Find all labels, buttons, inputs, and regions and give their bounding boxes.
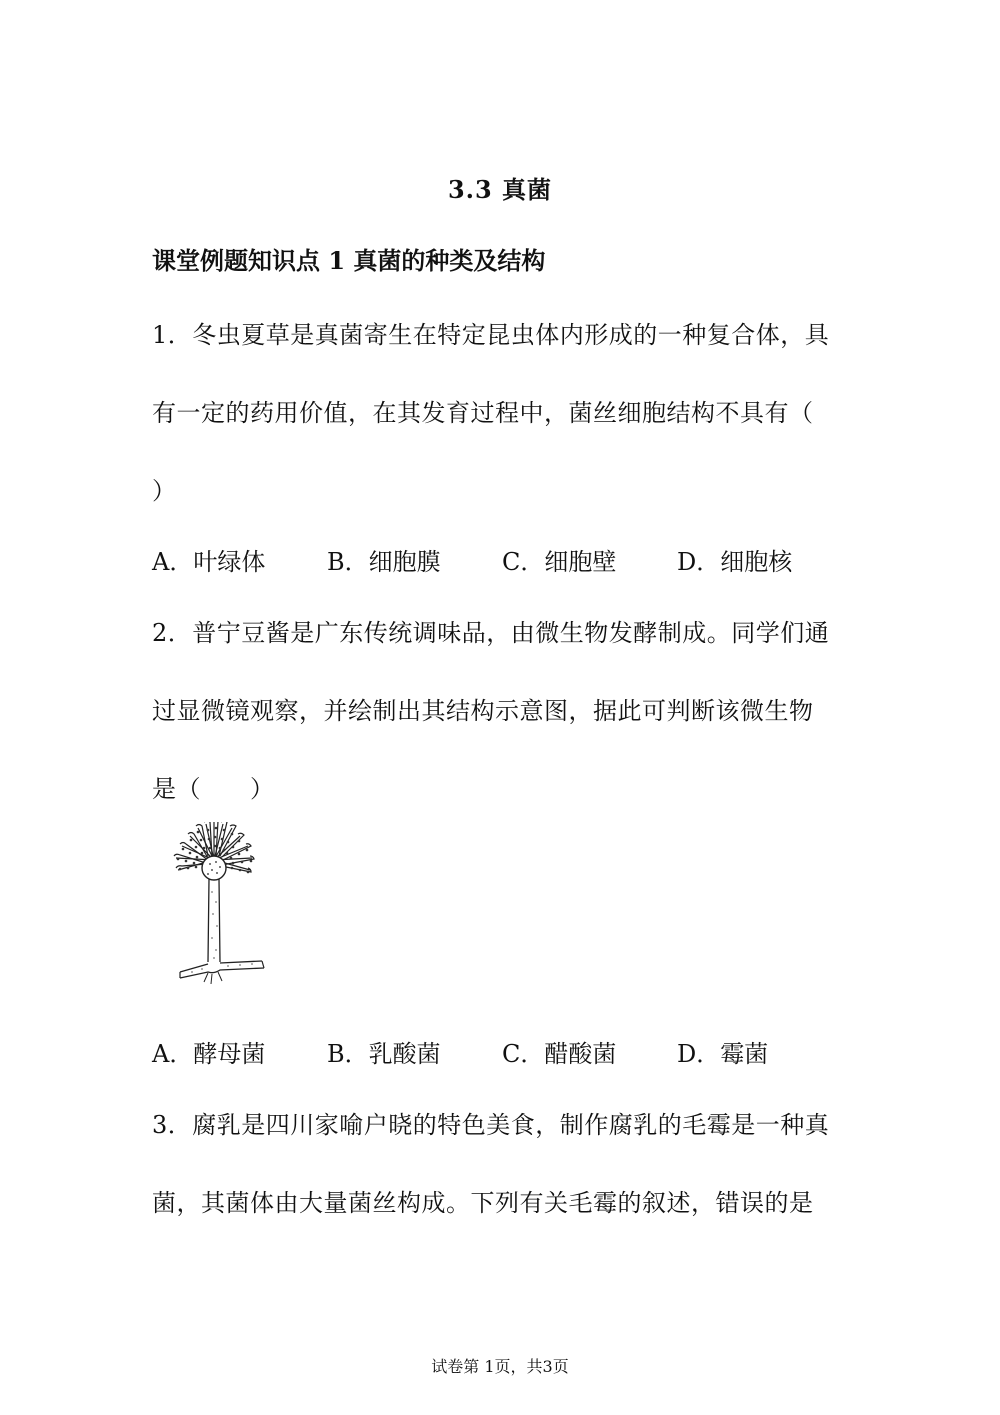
question-1-options (152, 542, 852, 577)
question-1-line-1: 1．冬虫夏草是真菌寄生在特定昆虫体内形成的一种复合体，具 (152, 321, 830, 349)
question-1-line-3: ） (152, 477, 177, 505)
question-3-line-1: 3．腐乳是四川家喻户晓的特色美食，制作腐乳的毛霉是一种真 (152, 1111, 830, 1139)
page-footer: 试卷第 1页，共3页 (431, 1357, 569, 1376)
option-a: A．酵母菌 (152, 1040, 266, 1068)
option-d: D．霉菌 (677, 1040, 769, 1068)
option-c: C．细胞壁 (502, 548, 617, 576)
question-2-line-1: 2．普宁豆酱是广东传统调味品，由微生物发酵制成。同学们通 (152, 619, 830, 647)
option-b: B．细胞膜 (327, 548, 441, 576)
option-c: C．醋酸菌 (502, 1040, 617, 1068)
option-b: B．乳酸菌 (327, 1040, 441, 1068)
question-2-line-3: 是（ ） (152, 775, 275, 803)
question-3-line-2: 菌，其菌体由大量菌丝构成。下列有关毛霉的叙述，错误的是 (152, 1189, 814, 1217)
question-2-line-2: 过显微镜观察，并绘制出其结构示意图，据此可判断该微生物 (152, 697, 814, 725)
option-a: A．叶绿体 (152, 548, 266, 576)
page-title: 3.3 真菌 (447, 175, 553, 204)
mold-structure-figure (168, 822, 272, 988)
section-heading: 课堂例题知识点 1 真菌的种类及结构 (152, 246, 546, 275)
option-d: D．细胞核 (677, 548, 793, 576)
question-1-line-2: 有一定的药用价值，在其发育过程中，菌丝细胞结构不具有（ (152, 399, 814, 427)
question-2-options (152, 1034, 852, 1069)
